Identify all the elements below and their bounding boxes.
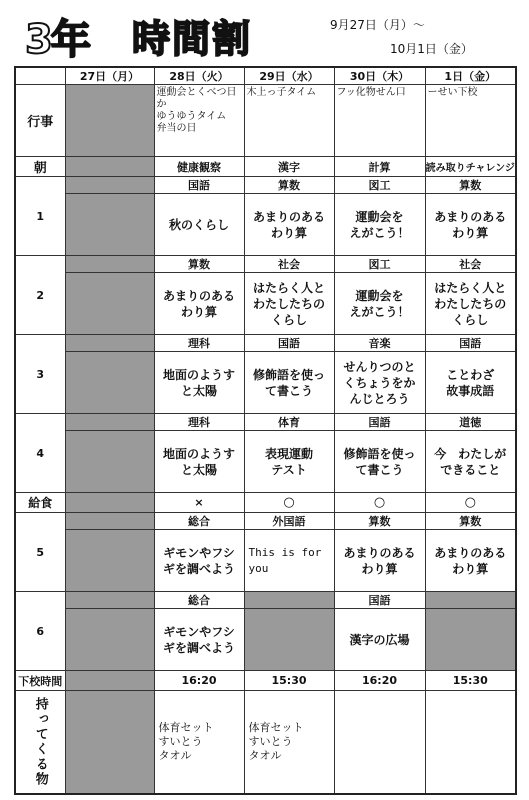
subject-cell: 算数: [244, 177, 334, 194]
subject-cell: 理科: [154, 335, 244, 352]
morning-row: [15, 157, 516, 177]
subject-cell: 外国語: [244, 513, 334, 530]
period-number: 3: [15, 335, 65, 414]
content-cell: 地面のようす と太陽: [154, 431, 244, 493]
morning-cell: 計算: [334, 157, 425, 177]
cell-mon: [65, 335, 154, 352]
day-header-row: [15, 67, 516, 85]
bring-cell: [334, 691, 425, 794]
row-label: 持ってくる物: [32, 696, 48, 787]
page-title: 時間割: [132, 17, 253, 61]
row-label: 朝: [15, 157, 65, 177]
day-header: 27日（月）: [65, 67, 154, 85]
period-content-row: [15, 273, 516, 335]
dismissal-row: [15, 671, 516, 691]
content-cell: はたらく人と わたしたちの くらし: [425, 273, 516, 335]
bring-cell: 体育セット すいとう タオル: [244, 691, 334, 794]
lunch-cell: ○: [334, 493, 425, 513]
period-subject-row: [15, 177, 516, 194]
cell-mon: [65, 256, 154, 273]
subject-cell: 算数: [154, 256, 244, 273]
subject-cell: 総合: [154, 592, 244, 609]
cell-mon: [65, 85, 154, 157]
morning-cell: 健康観察: [154, 157, 244, 177]
subject-cell: 総合: [154, 513, 244, 530]
subject-cell: 図工: [334, 177, 425, 194]
period-content-row: [15, 194, 516, 256]
subject-cell: 国語: [334, 414, 425, 431]
cell-mon: [65, 671, 154, 691]
content-cell: 運動会を えがこう！: [334, 273, 425, 335]
morning-cell: 読み取りチャレンジ: [425, 157, 516, 177]
day-header: 30日（木）: [334, 67, 425, 85]
lunch-row: [15, 493, 516, 513]
event-cell: フッ化物せん口: [334, 85, 425, 157]
period-content-row: [15, 352, 516, 414]
subject-cell: 理科: [154, 414, 244, 431]
content-cell: あまりのある わり算: [244, 194, 334, 256]
period-subject-row: [15, 592, 516, 609]
row-label-cell: [15, 691, 65, 794]
period-content-row: [15, 609, 516, 671]
content-cell: ギモンやフシ ギを調べよう: [154, 530, 244, 592]
period-number: 6: [15, 592, 65, 671]
cell-mon: [65, 431, 154, 493]
content-cell: あまりのある わり算: [425, 530, 516, 592]
period-subject-row: [15, 256, 516, 273]
period-subject-row: [15, 414, 516, 431]
day-header: 29日（水）: [244, 67, 334, 85]
cell-mon: [65, 157, 154, 177]
event-cell: ーせい下校: [425, 85, 516, 157]
cell-mon: [65, 414, 154, 431]
event-cell: 運動会とくべつ日 か ゆうゆうタイム 弁当の日: [154, 85, 244, 157]
subject-cell: 算数: [334, 513, 425, 530]
subject-cell: 音楽: [334, 335, 425, 352]
content-cell: 今 わたしが できること: [425, 431, 516, 493]
cell-empty: [425, 592, 516, 609]
dismissal-cell: 15:30: [244, 671, 334, 691]
content-cell: 秋のくらし: [154, 194, 244, 256]
lunch-cell: ×: [154, 493, 244, 513]
period-number: 4: [15, 414, 65, 493]
bring-cell: 体育セット すいとう タオル: [154, 691, 244, 794]
subject-cell: 国語: [334, 592, 425, 609]
day-header: 28日（火）: [154, 67, 244, 85]
subject-cell: 体育: [244, 414, 334, 431]
lunch-cell: ○: [425, 493, 516, 513]
date-to: 10月1日（金）: [390, 42, 473, 56]
subject-cell: 図工: [334, 256, 425, 273]
grade-title: 3年: [25, 17, 89, 63]
subject-cell: 社会: [425, 256, 516, 273]
content-cell: ギモンやフシ ギを調べよう: [154, 609, 244, 671]
cell-empty: [244, 592, 334, 609]
content-cell: 修飾語を使っ て書こう: [244, 352, 334, 414]
content-cell: 漢字の広場: [334, 609, 425, 671]
cell-mon: [65, 273, 154, 335]
subject-cell: 国語: [425, 335, 516, 352]
content-cell: あまりのある わり算: [334, 530, 425, 592]
period-content-row: [15, 431, 516, 493]
cell-mon: [65, 194, 154, 256]
cell-empty: [244, 609, 334, 671]
period-number: 5: [15, 513, 65, 592]
subject-cell: 道徳: [425, 414, 516, 431]
date-from: 9月27日（月）～: [330, 18, 425, 32]
content-cell: せんりつのと くちょうをか んじとろう: [334, 352, 425, 414]
content-cell: 修飾語を使っ て書こう: [334, 431, 425, 493]
subject-cell: 算数: [425, 513, 516, 530]
subject-cell: 社会: [244, 256, 334, 273]
lunch-cell: ○: [244, 493, 334, 513]
content-cell: 表現運動 テスト: [244, 431, 334, 493]
row-label: 下校時間: [15, 671, 65, 691]
cell-mon: [65, 493, 154, 513]
event-cell: 木上っ子タイム: [244, 85, 334, 157]
subject-cell: 国語: [244, 335, 334, 352]
content-cell: あまりのある わり算: [154, 273, 244, 335]
cell-mon: [65, 530, 154, 592]
cell-empty: [425, 609, 516, 671]
morning-cell: 漢字: [244, 157, 334, 177]
cell-mon: [65, 352, 154, 414]
subject-cell: 国語: [154, 177, 244, 194]
content-cell: 地面のようす と太陽: [154, 352, 244, 414]
cell-mon: [65, 177, 154, 194]
events-row: [15, 85, 516, 157]
dismissal-cell: 15:30: [425, 671, 516, 691]
period-content-row: [15, 530, 516, 592]
subject-cell: 算数: [425, 177, 516, 194]
content-cell: ことわざ 故事成語: [425, 352, 516, 414]
bring-cell: [425, 691, 516, 794]
content-cell: 運動会を えがこう！: [334, 194, 425, 256]
cell-mon: [65, 592, 154, 609]
content-cell: This is for you: [244, 530, 334, 592]
content-cell: あまりのある わり算: [425, 194, 516, 256]
content-cell: はたらく人と わたしたちの くらし: [244, 273, 334, 335]
cell-mon: [65, 691, 154, 794]
row-label: 給食: [15, 493, 65, 513]
period-subject-row: [15, 513, 516, 530]
cell-mon: [65, 513, 154, 530]
day-header: 1日（金）: [425, 67, 516, 85]
dismissal-cell: 16:20: [154, 671, 244, 691]
dismissal-cell: 16:20: [334, 671, 425, 691]
period-number: 2: [15, 256, 65, 335]
header: [0, 0, 529, 66]
cell-mon: [65, 609, 154, 671]
bring-row: [15, 691, 516, 794]
timetable: [14, 66, 517, 795]
row-label: 行事: [15, 85, 65, 157]
corner-cell: [15, 67, 65, 85]
period-subject-row: [15, 335, 516, 352]
period-number: 1: [15, 177, 65, 256]
